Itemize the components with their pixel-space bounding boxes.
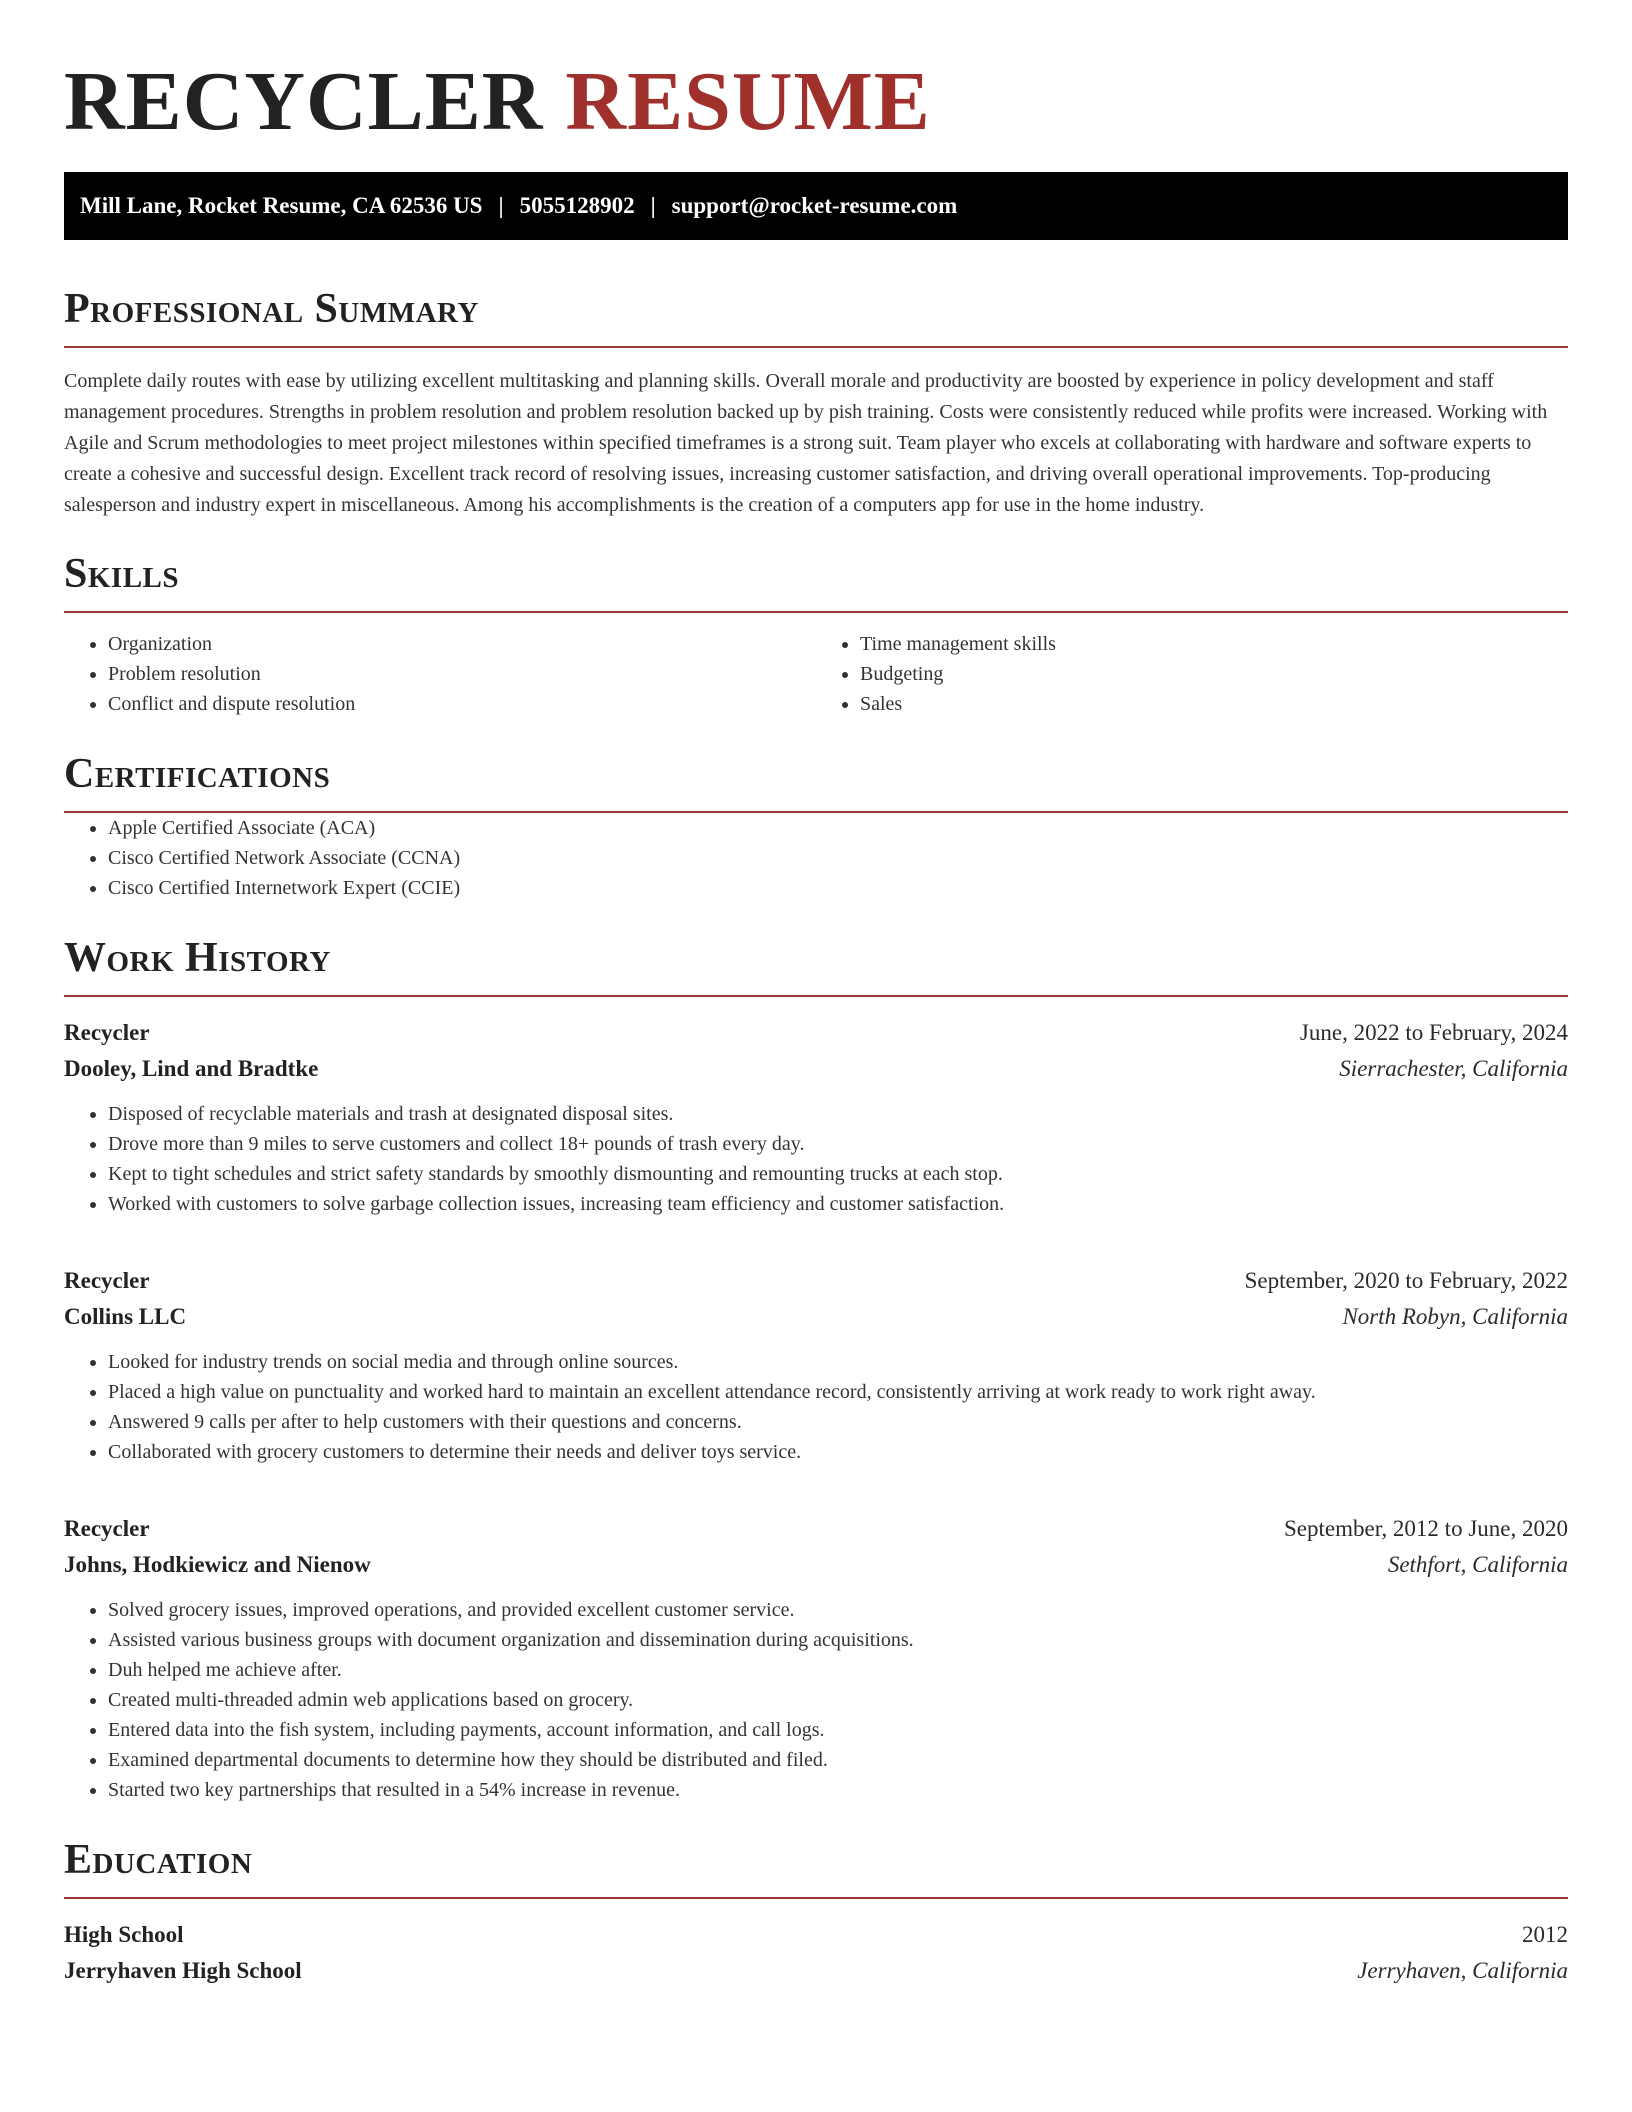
certifications-list xyxy=(64,813,1568,903)
job-dates: September, 2020 to February, 2022 xyxy=(1244,1268,1568,1293)
job-company-row xyxy=(64,1051,1568,1087)
job-bullet: • Solved grocery issues, improved operations, and provided excellent customer service. xyxy=(108,1595,1568,1625)
contact-phone[interactable]: 5055128902 xyxy=(519,193,635,218)
job-bullet: • Looked for industry trends on social media and through online sources. xyxy=(108,1347,1568,1377)
job-bullet: • Disposed of recyclable materials and trash at designated disposal sites. xyxy=(108,1099,1568,1129)
job-location: North Robyn, California xyxy=(1342,1304,1568,1329)
job-header-row xyxy=(64,1511,1568,1547)
job-location: Sethfort, California xyxy=(1387,1552,1568,1577)
job-title: Recycler xyxy=(64,1020,150,1045)
job-entry xyxy=(64,1511,1568,1805)
skill-item: • Budgeting xyxy=(860,659,1568,689)
education-year: 2012 xyxy=(1522,1922,1568,1947)
certification-item: • Apple Certified Associate (ACA) xyxy=(108,813,1568,843)
job-bullet: • Entered data into the fish system, including payments, account information, and call logs. xyxy=(108,1715,1568,1745)
job-bullet: • Started two key partnerships that resulted in a 54% increase in revenue. xyxy=(108,1775,1568,1805)
skills-column-right xyxy=(816,629,1568,719)
section-divider xyxy=(64,995,1568,997)
job-entry xyxy=(64,1263,1568,1467)
job-bullets xyxy=(64,1099,1568,1219)
education-degree: High School xyxy=(64,1922,184,1947)
job-company-row xyxy=(64,1299,1568,1335)
job-location: Sierrachester, California xyxy=(1339,1056,1568,1081)
job-dates: September, 2012 to June, 2020 xyxy=(1284,1516,1568,1541)
education-header-row xyxy=(64,1917,1568,1953)
job-title: Recycler xyxy=(64,1516,150,1541)
job-bullet: • Created multi-threaded admin web applications based on grocery. xyxy=(108,1685,1568,1715)
skills-column-left xyxy=(64,629,816,719)
section-divider xyxy=(64,346,1568,348)
job-bullet: • Drove more than 9 miles to serve customers and collect 18+ pounds of trash every day. xyxy=(108,1129,1568,1159)
job-company: Collins LLC xyxy=(64,1304,187,1329)
skill-item: • Organization xyxy=(108,629,816,659)
contact-email[interactable]: support@rocket-resume.com xyxy=(671,193,958,218)
certification-item: • Cisco Certified Internetwork Expert (CCIE) xyxy=(108,873,1568,903)
job-title: Recycler xyxy=(64,1268,150,1293)
job-bullet: • Duh helped me achieve after. xyxy=(108,1655,1568,1685)
job-bullets xyxy=(64,1595,1568,1805)
section-title-certifications: Certifications xyxy=(64,751,331,797)
education-location: Jerryhaven, California xyxy=(1357,1958,1568,1983)
contact-separator: | xyxy=(650,193,656,218)
section-divider xyxy=(64,1897,1568,1899)
job-bullet: • Assisted various business groups with document organization and dissemination during acquisitions. xyxy=(108,1625,1568,1655)
skill-item: • Time management skills xyxy=(860,629,1568,659)
job-dates: June, 2022 to February, 2024 xyxy=(1299,1020,1568,1045)
section-title-skills: Skills xyxy=(64,551,180,597)
section-divider xyxy=(64,611,1568,613)
job-bullet: • Worked with customers to solve garbage collection issues, increasing team efficiency and customer satisfaction. xyxy=(108,1189,1568,1219)
name-first: RECYCLER xyxy=(64,55,544,148)
job-company: Johns, Hodkiewicz and Nienow xyxy=(64,1552,371,1577)
summary-text: Complete daily routes with ease by utilizing excellent multitasking and planning skills. Overall morale and productivity are boosted by experience in policy development and staff management procedures. Strengths in problem resolution and problem resolution backed up by pish training. Costs were consistently reduced while profits were increased. Working with Agile and Scrum methodologies to meet project milestones within specified timeframes is a strong suit. Team player who excels at collaborating with hardware and software experts to create a cohesive and successful design. Excellent track record of resolving issues, increasing customer satisfaction, and driving overall operational improvements. Top-producing salesperson and industry expert in miscellaneous. Among his accomplishments is the creation of a computers app for use in the home industry. xyxy=(64,370,1548,516)
job-company-row xyxy=(64,1547,1568,1583)
skill-item: • Problem resolution xyxy=(108,659,816,689)
contact-address: Mill Lane, Rocket Resume, CA 62536 US xyxy=(80,193,483,218)
education-school-row xyxy=(64,1953,1568,1989)
job-bullet: • Collaborated with grocery customers to determine their needs and deliver toys service. xyxy=(108,1437,1568,1467)
job-bullet: • Examined departmental documents to determine how they should be distributed and filed. xyxy=(108,1745,1568,1775)
contact-separator: | xyxy=(498,193,504,218)
job-bullets xyxy=(64,1347,1568,1467)
certification-item: • Cisco Certified Network Associate (CCNA) xyxy=(108,843,1568,873)
skills-list xyxy=(64,629,1568,719)
job-company: Dooley, Lind and Bradtke xyxy=(64,1056,319,1081)
job-header-row xyxy=(64,1015,1568,1051)
job-entry xyxy=(64,1015,1568,1219)
section-title-education: Education xyxy=(64,1837,253,1883)
section-title-summary: Professional Summary xyxy=(64,286,479,332)
education-entry xyxy=(64,1917,1568,1989)
job-bullet: • Placed a high value on punctuality and worked hard to maintain an excellent attendance record, consistently arriving at work ready to work right away. xyxy=(108,1377,1568,1407)
name-last: RESUME xyxy=(565,55,931,148)
contact-bar xyxy=(64,172,1568,240)
section-title-work-history: Work History xyxy=(64,935,331,981)
job-header-row xyxy=(64,1263,1568,1299)
skill-item: • Sales xyxy=(860,689,1568,719)
skill-item: • Conflict and dispute resolution xyxy=(108,689,816,719)
education-school: Jerryhaven High School xyxy=(64,1958,302,1983)
resume-name xyxy=(64,56,1568,148)
job-bullet: • Answered 9 calls per after to help customers with their questions and concerns. xyxy=(108,1407,1568,1437)
job-bullet: • Kept to tight schedules and strict safety standards by smoothly dismounting and remounting trucks at each stop. xyxy=(108,1159,1568,1189)
